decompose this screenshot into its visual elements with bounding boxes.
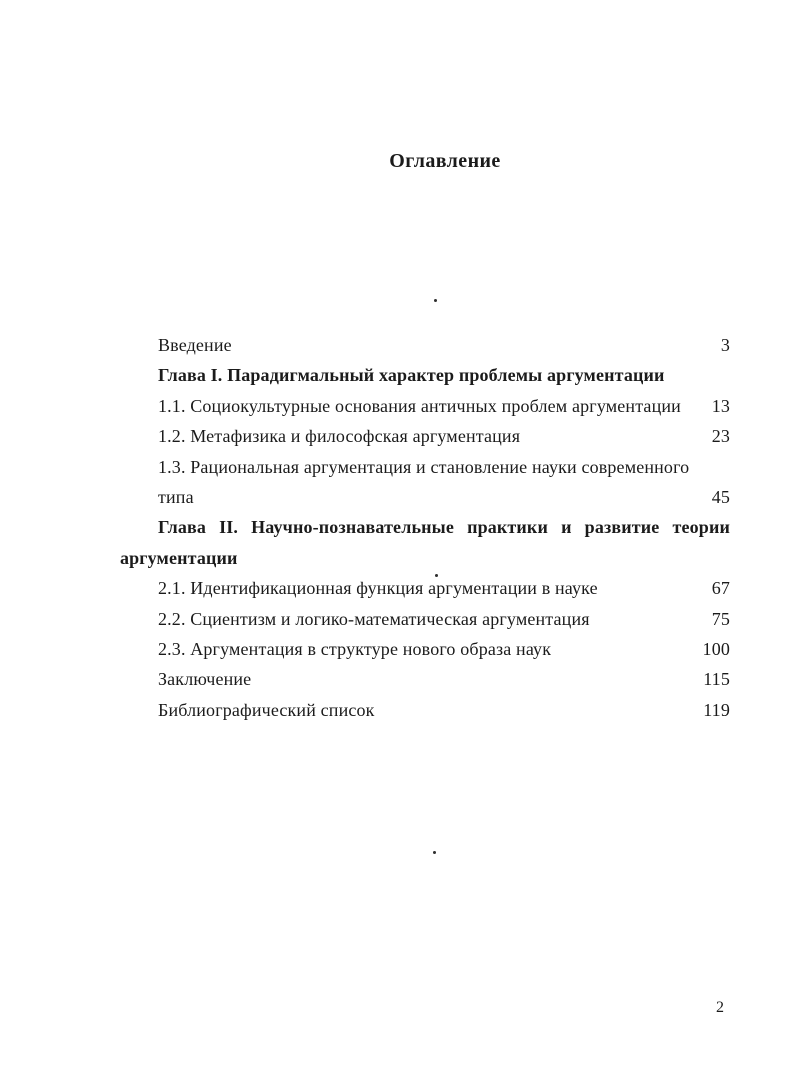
toc-row-section-1-3-continued bbox=[120, 482, 730, 512]
dot-mark bbox=[433, 851, 436, 854]
toc-row-conclusion bbox=[120, 664, 730, 694]
toc-row-section-1-2 bbox=[120, 421, 730, 451]
toc-entry-label: Глава II. Научно-познавательные практики и развитие теории bbox=[158, 517, 730, 538]
toc-entry-page: 119 bbox=[703, 699, 730, 720]
toc-entry-page: 45 bbox=[711, 486, 730, 507]
toc-entry-label: Заключение bbox=[158, 669, 252, 690]
toc-row-introduction bbox=[120, 330, 730, 360]
toc-row-chapter-1 bbox=[120, 360, 730, 390]
page-title: Оглавление bbox=[389, 150, 501, 172]
toc-entry-page: 75 bbox=[711, 608, 730, 629]
page-number: 2 bbox=[716, 999, 724, 1016]
toc-entry-label: 2.2. Сциентизм и логико-математическая аргументация bbox=[158, 608, 590, 629]
toc-entry-label: 1.1. Социокультурные основания античных проблем аргументации bbox=[158, 395, 681, 416]
toc-entry-label: 1.2. Метафизика и философская аргументация bbox=[158, 426, 521, 447]
toc-row-section-2-2 bbox=[120, 604, 730, 634]
toc-entry-page: 13 bbox=[711, 395, 730, 416]
dot-mark bbox=[435, 574, 438, 577]
toc-entry-label: Введение bbox=[158, 335, 232, 355]
table-of-contents bbox=[120, 330, 730, 725]
toc-row-section-2-3 bbox=[120, 634, 730, 664]
toc-entry-page: 67 bbox=[711, 578, 730, 599]
toc-entry-page: 115 bbox=[703, 669, 730, 690]
dot-mark bbox=[434, 299, 437, 302]
toc-row-chapter-2-continued bbox=[120, 543, 730, 573]
toc-row-bibliography bbox=[120, 695, 730, 725]
toc-entry-label: Глава I. Парадигмальный характер проблемы аргументации bbox=[158, 365, 665, 386]
toc-entry-label: 1.3. Рациональная аргументация и становление науки современного bbox=[158, 456, 690, 477]
toc-entry-label: 2.3. Аргументация в структуре нового образа наук bbox=[158, 638, 552, 659]
toc-entry-page: 23 bbox=[711, 426, 730, 447]
toc-row-section-2-1 bbox=[120, 573, 730, 603]
toc-row-section-1-1 bbox=[120, 391, 730, 421]
toc-row-section-1-3 bbox=[120, 452, 730, 482]
toc-entry-label: аргументации bbox=[120, 547, 238, 568]
toc-entry-label: типа bbox=[158, 486, 194, 507]
toc-entry-label: Библиографический список bbox=[158, 699, 375, 720]
toc-row-chapter-2 bbox=[120, 512, 730, 542]
toc-entry-page: 3 bbox=[720, 335, 730, 355]
toc-entry-label: 2.1. Идентификационная функция аргументации в науке bbox=[158, 578, 598, 599]
toc-entry-page: 100 bbox=[702, 638, 730, 659]
